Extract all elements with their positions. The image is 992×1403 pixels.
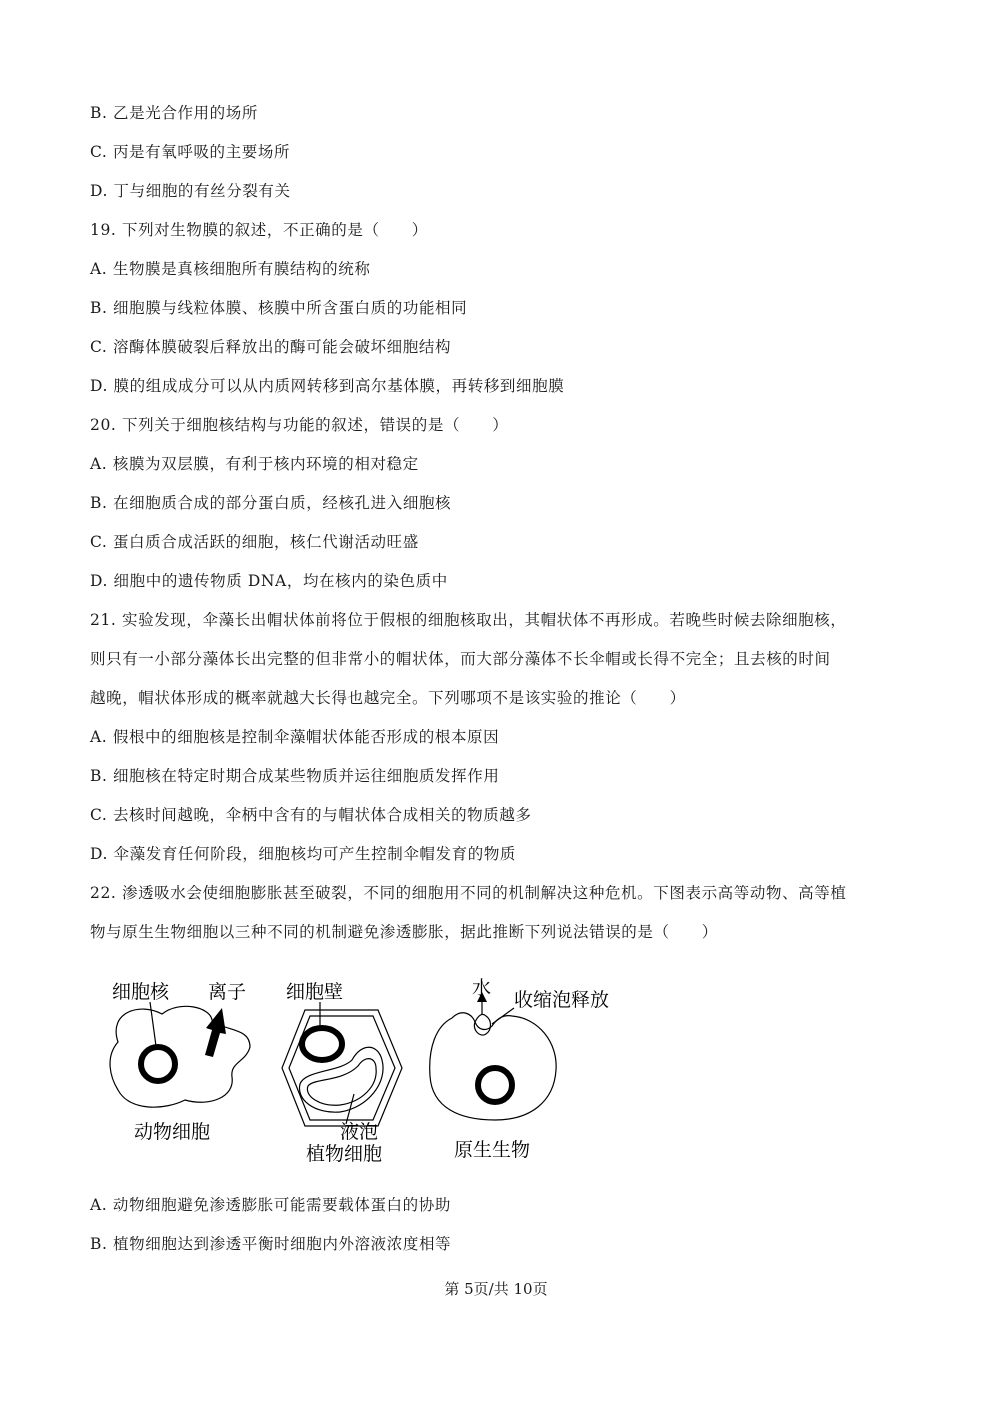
- option-c-q20: C. 蛋白质合成活跃的细胞，核仁代谢活动旺盛: [90, 533, 419, 551]
- question-19: 19. 下列对生物膜的叙述，不正确的是（ ）: [90, 221, 428, 239]
- option-d-q20: D. 细胞中的遗传物质 DNA，均在核内的染色质中: [90, 572, 448, 590]
- label-cell-wall: 细胞壁: [286, 981, 344, 1003]
- option-d-q19: D. 膜的组成成分可以从内质网转移到高尔基体膜，再转移到细胞膜: [90, 377, 565, 395]
- option-d-q18: D. 丁与细胞的有丝分裂有关: [90, 182, 291, 200]
- question-21-line-1: 21. 实验发现，伞藻长出帽状体前将位于假根的细胞核取出，其帽状体不再形成。若晚些时候去除细胞核，: [90, 611, 847, 629]
- label-contractile-vacuole: 收缩泡释放: [514, 989, 610, 1011]
- label-protist: 原生生物: [454, 1139, 531, 1161]
- plant-cell-diagram: [282, 1002, 402, 1126]
- option-a-q19: A. 生物膜是真核细胞所有膜结构的统称: [90, 260, 371, 278]
- label-nucleus: 细胞核: [112, 981, 170, 1003]
- option-b-q18: B. 乙是光合作用的场所: [90, 104, 258, 122]
- option-a-q22: A. 动物细胞避免渗透膨胀可能需要载体蛋白的协助: [90, 1196, 451, 1214]
- question-21-line-2: 则只有一小部分藻体长出完整的但非常小的帽状体，而大部分藻体不长伞帽或长得不完全；且去核的时间: [90, 650, 831, 668]
- option-a-q20: A. 核膜为双层膜，有利于核内环境的相对稳定: [90, 455, 419, 473]
- animal-cell-diagram: [110, 1002, 250, 1107]
- question-20: 20. 下列关于细胞核结构与功能的叙述，错误的是（ ）: [90, 416, 509, 434]
- option-d-q21: D. 伞藻发育任何阶段，细胞核均可产生控制伞帽发育的物质: [90, 845, 517, 863]
- label-vacuole: 液泡: [340, 1121, 379, 1143]
- protist-diagram: [430, 992, 556, 1120]
- osmosis-figure: [100, 972, 620, 1172]
- option-b-q21: B. 细胞核在特定时期合成某些物质并运往细胞质发挥作用: [90, 767, 500, 785]
- question-22-line-2: 物与原生生物细胞以三种不同的机制避免渗透膨胀，据此推断下列说法错误的是（ ）: [90, 923, 718, 941]
- option-a-q21: A. 假根中的细胞核是控制伞藻帽状体能否形成的根本原因: [90, 728, 500, 746]
- label-ion: 离子: [208, 981, 247, 1003]
- option-c-q18: C. 丙是有氧呼吸的主要场所: [90, 143, 291, 161]
- label-plant-cell: 植物细胞: [306, 1143, 383, 1165]
- option-b-q20: B. 在细胞质合成的部分蛋白质，经核孔进入细胞核: [90, 494, 452, 512]
- label-animal-cell: 动物细胞: [134, 1121, 211, 1143]
- label-water: 水: [472, 977, 492, 999]
- page-footer: 第 5页/共 10页: [444, 1280, 548, 1298]
- question-21-line-3: 越晚，帽状体形成的概率就越大长得也越完全。下列哪项不是该实验的推论（ ）: [90, 689, 686, 707]
- option-b-q22: B. 植物细胞达到渗透平衡时细胞内外溶液浓度相等: [90, 1235, 452, 1253]
- option-c-q19: C. 溶酶体膜破裂后释放出的酶可能会破坏细胞结构: [90, 338, 452, 356]
- option-b-q19: B. 细胞膜与线粒体膜、核膜中所含蛋白质的功能相同: [90, 299, 468, 317]
- question-22-line-1: 22. 渗透吸水会使细胞膨胀甚至破裂，不同的细胞用不同的机制解决这种危机。下图表示高等动物、高等植: [90, 884, 847, 902]
- option-c-q21: C. 去核时间越晚，伞柄中含有的与帽状体合成相关的物质越多: [90, 806, 532, 824]
